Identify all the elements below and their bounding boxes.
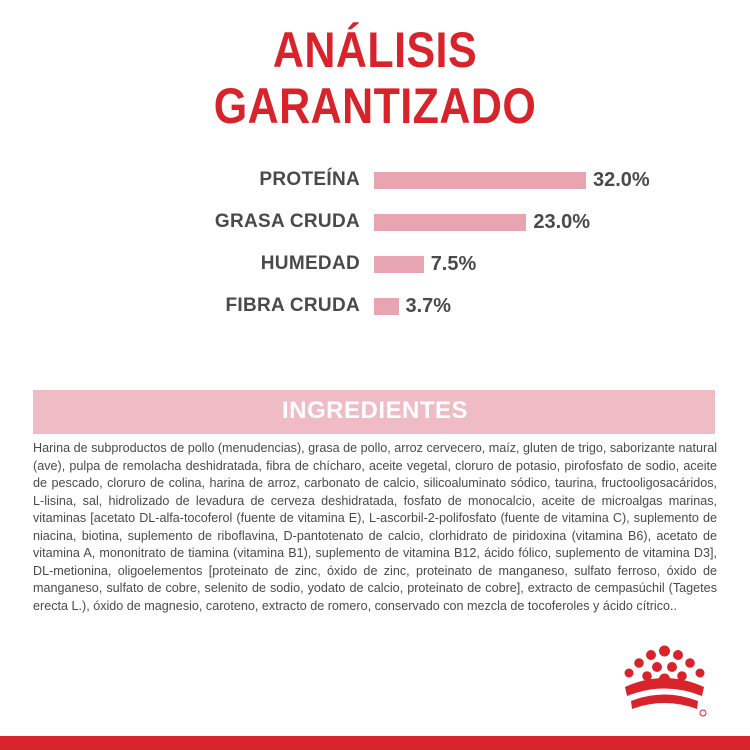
chart-bar (374, 256, 424, 273)
chart-value-label: 3.7% (405, 295, 452, 317)
ingredients-text: Harina de subproductos de pollo (menudencias), grasa de pollo, arroz cervecero, maíz, gluten de trigo, saborizante natural (ave), pulpa de remolacha deshidratada, fibra de chícharo, aceite vegetal, cloruro de potasio, pirofosfato de sodio, aceite de pescado, cloruro de colina, harina de arroz, carbonato de calcio, silicoaluminato sódico, taurina, fructooligosacáridos, L-lisina, sal, hidrolizado de levadura de cerveza deshidratada, fosfato de monocalcio, aceite de microalgas marinas, vitaminas [acetato DL-alfa-tocoferol (fuente de vitamina E), L-ascorbil-2-polifosfato (fuente de vitamina C), suplemento de niacina, biotina, suplemento de riboflavina, D-pantotenato de calcio, clorhidrato de piridoxina (vitamina B6), acetato de vitamina A, mononitrato de tiamina (vitamina B1), suplemento de vitamina B12, ácido fólico, suplemento de vitamina D3], DL-metionina, oligoelementos [proteinato de zinc, óxido de zinc, proteinato de manganeso, sulfato ferroso, óxido de manganeso, sulfato de cobre, selenito de sodio, yodato de calcio, proteinato de cobre], extracto de cempasúchil (Tagetes erecta L.), óxido de magnesio, caroteno, extracto de romero, conservado con mezcla de tocoferoles y ácido cítrico.. (33, 441, 717, 613)
chart-value-label: 23.0% (533, 211, 591, 233)
chart-category-label: FIBRA CRUDA (225, 295, 360, 316)
chart-value-label: 7.5% (430, 253, 477, 275)
chart-category-label: HUMEDAD (260, 253, 360, 274)
chart-bar (374, 214, 526, 231)
chart-category-label: PROTEÍNA (259, 169, 360, 190)
chart-value-label: 32.0% (593, 169, 650, 191)
bottom-brand-bar (0, 736, 750, 750)
chart-category-label: GRASA CRUDA (214, 211, 360, 232)
title-line-2: GARANTIZADO (213, 78, 537, 134)
crown-icon (617, 643, 712, 723)
chart-bar (374, 172, 586, 189)
title-line-1: ANÁLISIS (272, 22, 478, 78)
ingredients-heading: INGREDIENTES (281, 397, 469, 424)
chart-bar (374, 298, 399, 315)
